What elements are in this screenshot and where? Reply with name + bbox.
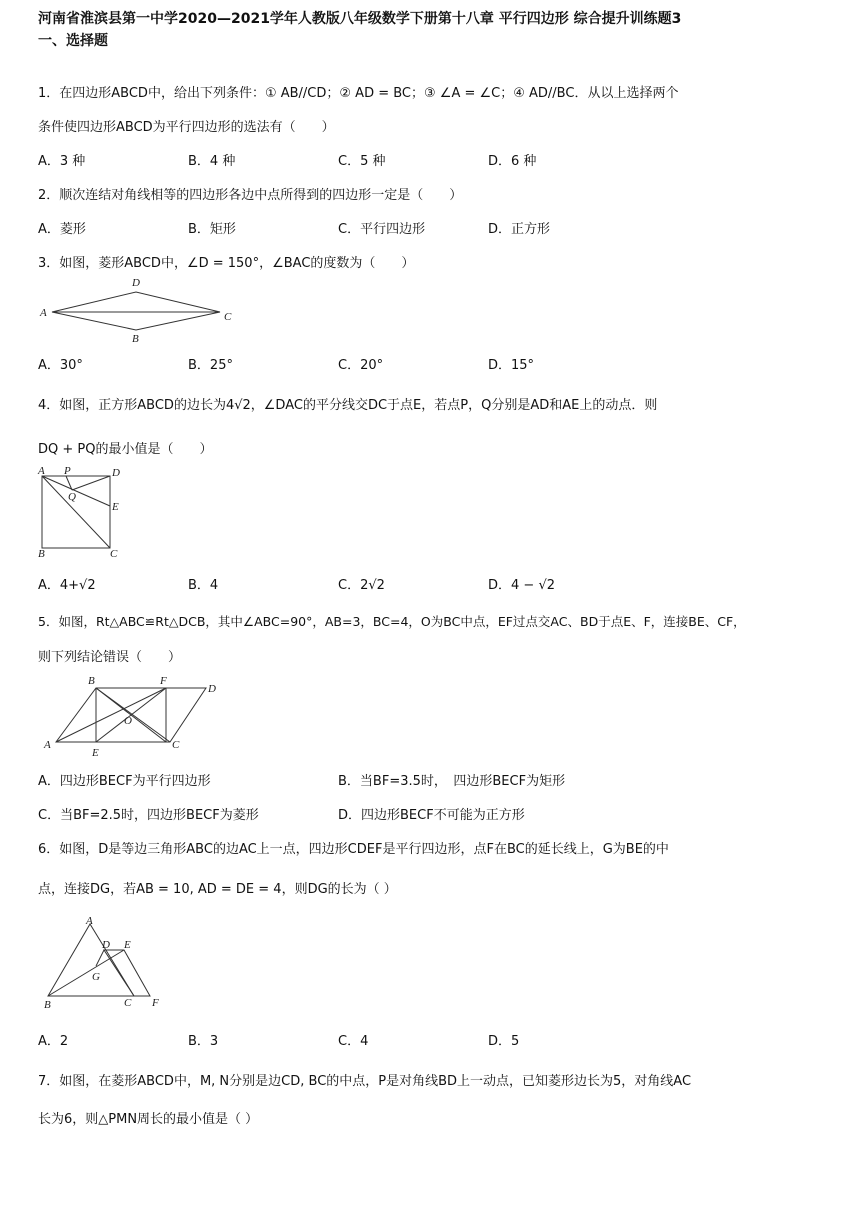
q4-option-c: C．2√2 xyxy=(338,578,385,593)
section-heading: 一、选择题 xyxy=(38,33,108,49)
q2-option-a: A．菱形 xyxy=(38,222,86,237)
q6-label-e: E xyxy=(124,939,131,951)
q4-label-q: Q xyxy=(68,491,76,503)
q3-label-b: B xyxy=(132,333,139,345)
q3-label-d: D xyxy=(132,277,140,289)
question-4-text-cont: DQ + PQ的最小值是（ ） xyxy=(38,442,213,457)
page-title: 河南省淮滨县第一中学2020—2021学年人教版八年级数学下册第十八章 平行四边形 综合提升训练题3 xyxy=(38,11,682,27)
question-7-text-cont: 长为6，则△PMN周长的最小值是（ ） xyxy=(38,1112,259,1127)
q4-label-e: E xyxy=(112,501,119,513)
q2-option-d: D．正方形 xyxy=(488,222,551,237)
question-1-text-cont: 条件使四边形ABCD为平行四边形的选法有（ ） xyxy=(38,120,335,135)
q4-option-a: A．4+√2 xyxy=(38,578,96,593)
q1-option-c: C．5 种 xyxy=(338,154,386,169)
q6-label-f: F xyxy=(152,997,159,1009)
q4-label-a: A xyxy=(38,466,45,477)
question-3-text: 3．如图，菱形ABCD中，∠D = 150°，∠BAC的度数为（ ） xyxy=(38,256,415,271)
question-6-text-cont: 点，连接DG，若AB = 10, AD = DE = 4，则DG的长为（ ） xyxy=(38,882,397,897)
q5-option-c: C．当BF=2.5时，四边形BECF为菱形 xyxy=(38,808,259,823)
q5-option-a: A．四边形BECF为平行四边形 xyxy=(38,774,211,789)
q6-option-b: B．3 xyxy=(188,1034,219,1049)
q5-label-b: B xyxy=(88,675,95,687)
q6-option-a: A．2 xyxy=(38,1034,69,1049)
question-2-text: 2．顺次连结对角线相等的四边形各边中点所得到的四边形一定是（ ） xyxy=(38,188,463,203)
q5-parallelogram-figure xyxy=(40,672,230,762)
question-4-text: 4．如图，正方形ABCD的边长为4√2，∠DAC的平分线交DC于点E，若点P，Q分别是AD和AE上的动点．则 xyxy=(38,398,658,413)
q4-label-b: B xyxy=(38,548,45,560)
q5-label-e: E xyxy=(92,747,99,759)
q5-label-o: O xyxy=(124,715,132,727)
q3-label-c: C xyxy=(224,311,232,323)
question-5-text-cont: 则下列结论错误（ ） xyxy=(38,650,182,665)
q3-option-d: D．15° xyxy=(488,358,535,373)
q1-option-b: B．4 种 xyxy=(188,154,236,169)
q6-label-d: D xyxy=(102,939,110,951)
q5-option-b: B．当BF=3.5时， 四边形BECF为矩形 xyxy=(338,774,566,789)
q6-triangle-figure xyxy=(38,914,168,1010)
q6-option-c: C．4 xyxy=(338,1034,369,1049)
q5-label-d: D xyxy=(208,683,216,695)
question-1-text: 1．在四边形ABCD中，给出下列条件：① AB//CD；② AD = BC；③ ∠A = ∠C；④ AD//BC．从以上选择两个 xyxy=(38,86,679,101)
q6-label-b: B xyxy=(44,999,51,1010)
q3-option-c: C．20° xyxy=(338,358,384,373)
question-5-text: 5．如图，Rt△ABC≌Rt△DCB，其中∠ABC=90°，AB=3，BC=4，O为BC中点，EF过点交AC、BD于点E、F，连接BE、CF， xyxy=(38,614,746,629)
q4-label-c: C xyxy=(110,548,118,560)
q2-option-c: C．平行四边形 xyxy=(338,222,426,237)
q3-rhombus-figure xyxy=(36,274,236,346)
q4-label-d: D xyxy=(112,467,120,479)
q6-option-d: D．5 xyxy=(488,1034,520,1049)
q6-label-c: C xyxy=(124,997,132,1009)
q5-label-a: A xyxy=(44,739,51,751)
q3-option-a: A．30° xyxy=(38,358,83,373)
q4-option-b: B．4 xyxy=(188,578,219,593)
q4-square-figure xyxy=(34,466,134,560)
q2-option-b: B．矩形 xyxy=(188,222,236,237)
q4-option-d: D．4 − √2 xyxy=(488,578,555,593)
q5-option-d: D．四边形BECF不可能为正方形 xyxy=(338,808,525,823)
q5-label-f: F xyxy=(160,675,167,687)
q3-option-b: B．25° xyxy=(188,358,233,373)
q1-option-d: D．6 种 xyxy=(488,154,537,169)
q3-label-a: A xyxy=(40,307,47,319)
q6-label-a: A xyxy=(86,915,93,927)
question-6-text: 6．如图，D是等边三角形ABC的边AC上一点，四边形CDEF是平行四边形，点F在BC的延长线上，G为BE的中 xyxy=(38,842,669,857)
q5-label-c: C xyxy=(172,739,180,751)
q1-option-a: A．3 种 xyxy=(38,154,86,169)
question-7-text: 7．如图，在菱形ABCD中，M, N分别是边CD, BC的中点，P是对角线BD上一动点，已知菱形边长为5，对角线AC xyxy=(38,1074,692,1089)
q6-label-g: G xyxy=(92,971,100,983)
q4-label-p: P xyxy=(64,466,71,477)
